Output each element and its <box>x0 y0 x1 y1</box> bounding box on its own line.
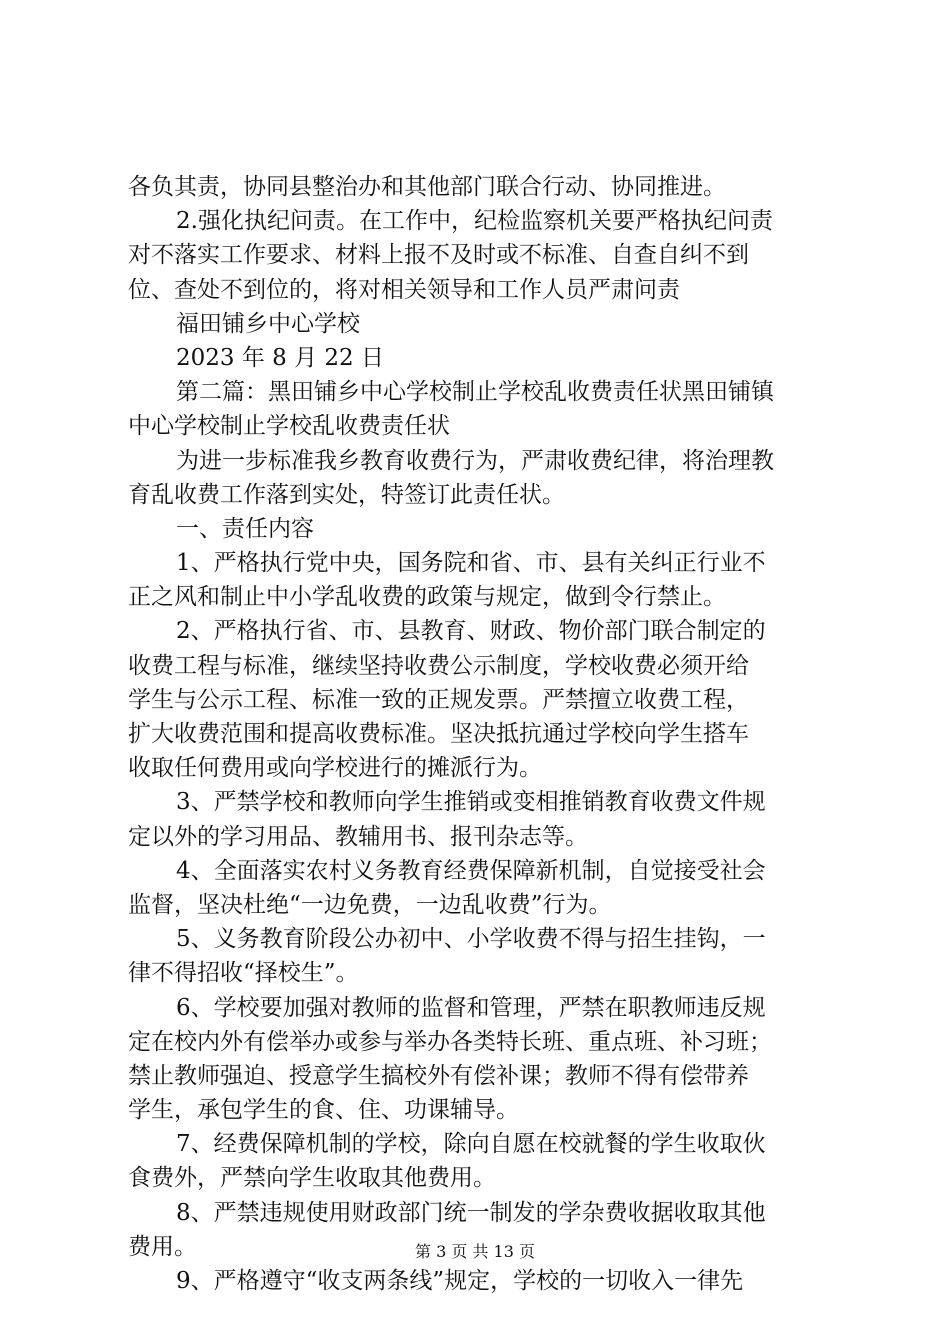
text-line: 一、责任内容 <box>176 515 314 542</box>
page-footer: 第 3 页 共 13 页 <box>415 1242 535 1261</box>
text-line: 各负其责，协同县整治办和其他部门联合行动、协同推进。 <box>128 174 726 200</box>
text-line: 收取任何费用或向学校进行的摊派行为。 <box>128 755 542 782</box>
text-line: 定以外的学习用品、教辅用书、报刊杂志等。 <box>128 823 588 850</box>
text-line: 6、学校要加强对教师的监督和管理，严禁在职教师违反规 <box>176 994 766 1021</box>
text-line: 位、查处不到位的，将对相关领导和工作人员严肃问责 <box>128 276 680 303</box>
document-body <box>128 170 828 1298</box>
text-line: 收费工程与标准，继续坚持收费公示制度，学校收费必须开给 <box>128 652 749 679</box>
text-line: 律不得招收“择校生”。 <box>128 960 359 987</box>
text-line: 3、严禁学校和教师向学生推销或变相推销教育收费文件规 <box>176 789 766 816</box>
text-line: 费用。 <box>128 1233 197 1260</box>
text-line: 学生，承包学生的食、住、功课辅导。 <box>128 1097 519 1124</box>
text-line: 7、经费保障机制的学校，除向自愿在校就餐的学生收取伙 <box>176 1131 766 1158</box>
text-line: 8、严禁违规使用财政部门统一制发的学杂费收据收取其他 <box>176 1199 766 1226</box>
text-line: 2023 年 8 月 22 日 <box>176 344 384 371</box>
text-line: 9、严格遵守“收支两条线”规定，学校的一切收入一律先 <box>176 1268 744 1294</box>
text-line: 为进一步标准我乡教育收费行为，严肃收费纪律，将治理教 <box>176 447 774 474</box>
text-line: 中心学校制止学校乱收费责任状 <box>128 413 450 440</box>
text-line: 福田铺乡中心学校 <box>176 310 360 337</box>
text-line: 禁止教师强迫、授意学生搞校外有偿补课；教师不得有偿带养 <box>128 1062 749 1089</box>
text-line: 2、严格执行省、市、县教育、财政、物价部门联合制定的 <box>176 618 766 645</box>
text-line: 4、全面落实农村义务教育经费保障新机制，自觉接受社会 <box>176 857 766 884</box>
text-line: 第二篇：黑田铺乡中心学校制止学校乱收费责任状黑田铺镇 <box>176 379 774 406</box>
text-line: 2.强化执纪问责。在工作中，纪检监察机关要严格执纪问责 <box>176 208 773 235</box>
text-line: 5、义务教育阶段公办初中、小学收费不得与招生挂钩，一 <box>176 926 766 953</box>
text-line: 1、严格执行党中央，国务院和省、市、县有关纠正行业不 <box>176 550 766 577</box>
text-line: 学生与公示工程、标准一致的正规发票。严禁擅立收费工程， <box>128 686 749 713</box>
text-line: 监督，坚决杜绝“一边免费，一边乱收费”行为。 <box>128 891 612 918</box>
text-line: 育乱收费工作落到实处，特签订此责任状。 <box>128 481 565 508</box>
text-line: 扩大收费范围和提高收费标准。坚决抵抗通过学校向学生搭车 <box>128 721 749 747</box>
text-line: 对不落实工作要求、材料上报不及时或不标准、自查自纠不到 <box>128 242 749 269</box>
text-line: 食费外，严禁向学生收取其他费用。 <box>128 1165 496 1192</box>
text-line: 正之风和制止中小学乱收费的政策与规定，做到令行禁止。 <box>128 584 726 611</box>
text-line: 定在校内外有偿举办或参与举办各类特长班、重点班、补习班； <box>128 1028 772 1055</box>
